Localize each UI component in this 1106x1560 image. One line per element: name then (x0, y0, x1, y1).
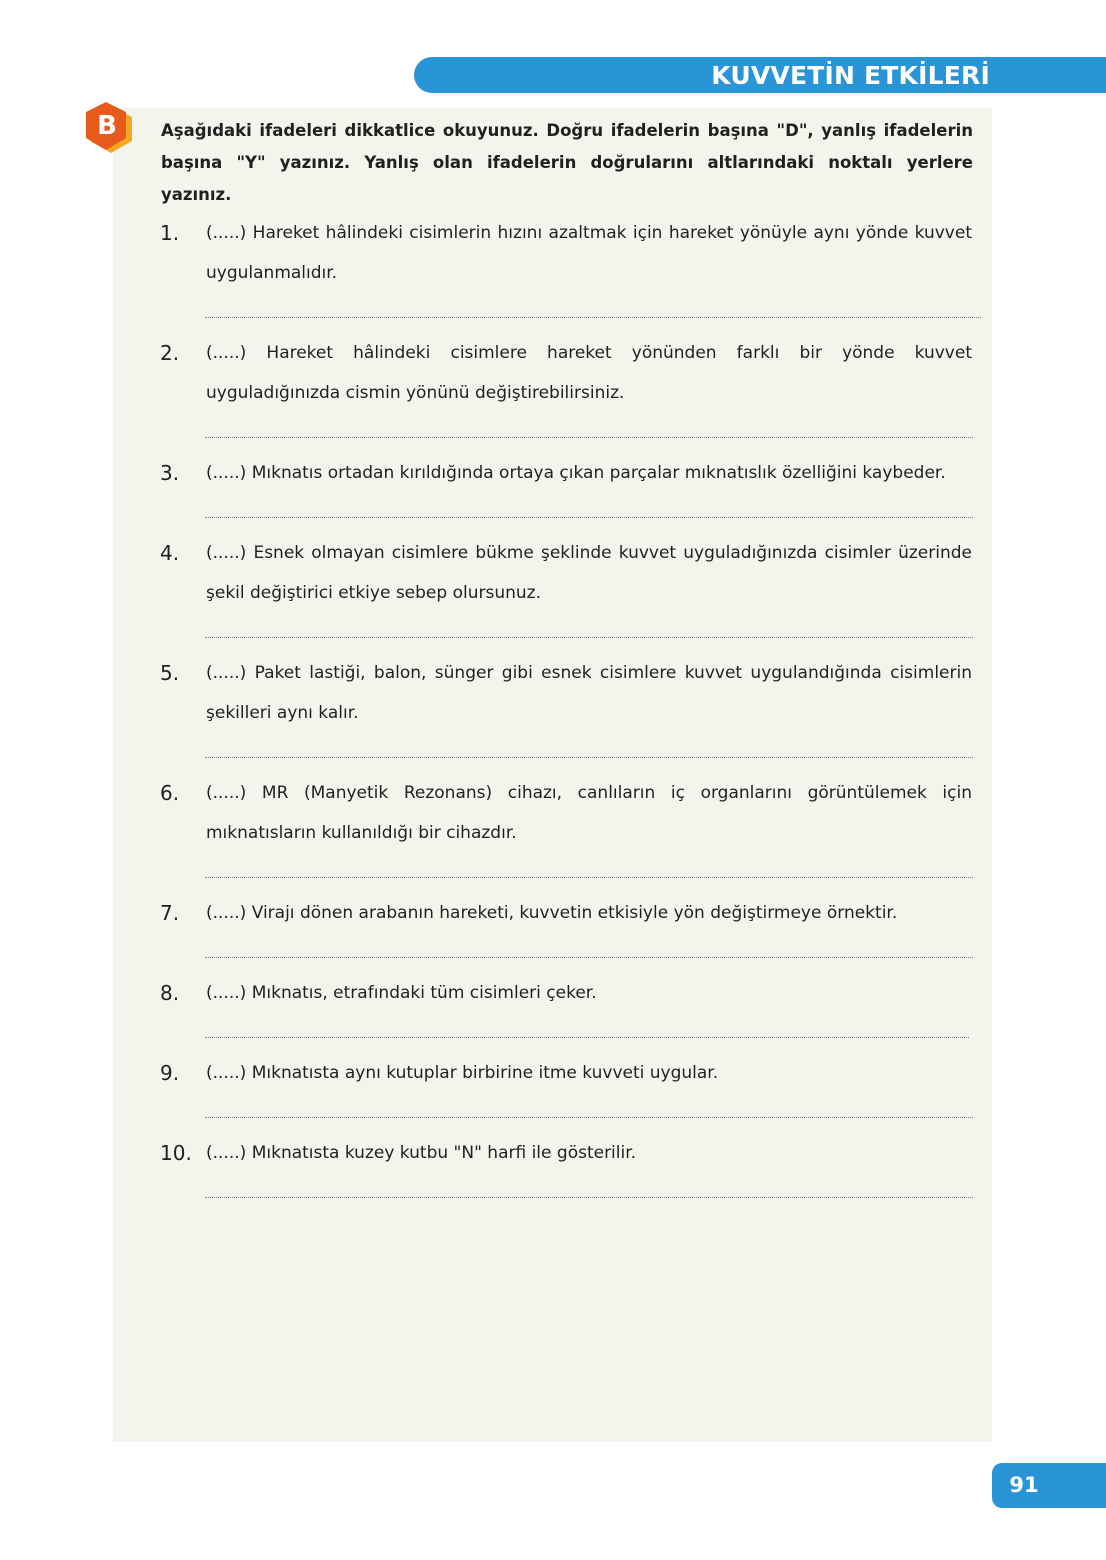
answer-blank[interactable]: (.....) (206, 223, 247, 243)
statement-text: Paket lastiği, balon, sünger gibi esnek cisimlere kuvvet uygulandığında cisimlerin şekilleri aynı kalır. (206, 663, 972, 723)
item-number: 4. (160, 541, 180, 565)
item-number: 2. (160, 341, 180, 365)
statement-text: Virajı dönen arabanın hareketi, kuvvetin etkisiyle yön değiştirmeye örnektir. (251, 903, 898, 923)
answer-line[interactable] (205, 317, 981, 318)
statement-text: Mıknatısta kuzey kutbu "N" harfi ile gösterilir. (251, 1143, 637, 1163)
item-number: 3. (160, 461, 180, 485)
section-badge (82, 100, 142, 160)
answer-line[interactable] (205, 1037, 969, 1038)
instructions-text: Aşağıdaki ifadeleri dikkatlice okuyunuz. Doğru ifadelerin başına "D", yanlış ifadelerin başına "Y" yazınız. Yanlış olan ifadelerin doğrularını altlarındaki noktalı yerlere yazınız. (161, 121, 973, 204)
answer-blank[interactable]: (.....) (206, 463, 247, 483)
page-number-tab (992, 1463, 1106, 1508)
section-letter: B (97, 111, 117, 141)
item-number: 10. (160, 1141, 192, 1165)
item-statement (206, 1053, 972, 1093)
item-number: 9. (160, 1061, 180, 1085)
item-statement (206, 893, 972, 933)
item-statement (206, 653, 972, 733)
answer-blank[interactable]: (.....) (206, 1063, 247, 1083)
answer-blank[interactable]: (.....) (206, 1143, 247, 1163)
item-statement (206, 453, 972, 493)
item-number: 7. (160, 901, 180, 925)
item-statement (206, 773, 972, 853)
answer-blank[interactable]: (.....) (206, 543, 247, 563)
item-number: 5. (160, 661, 180, 685)
item-statement (206, 973, 972, 1013)
statement-text: Hareket hâlindeki cisimlerin hızını azaltmak için hareket yönüyle aynı yönde kuvvet uygulanmalıdır. (206, 223, 972, 283)
statement-text: Mıknatıs, etrafındaki tüm cisimleri çeker. (251, 983, 597, 1003)
answer-line[interactable] (205, 1117, 973, 1118)
statement-text: Hareket hâlindeki cisimlere hareket yönünden farklı bir yönde kuvvet uyguladığınızda cismin yönünü değiştirebilirsiniz. (206, 343, 972, 403)
answer-line[interactable] (205, 637, 973, 638)
statement-text: Mıknatıs ortadan kırıldığında ortaya çıkan parçalar mıknatıslık özelliğini kaybeder. (251, 463, 946, 483)
item-statement (206, 533, 972, 613)
answer-blank[interactable]: (.....) (206, 983, 247, 1003)
item-number: 8. (160, 981, 180, 1005)
statement-text: Mıknatısta aynı kutuplar birbirine itme kuvveti uygular. (251, 1063, 719, 1083)
item-number: 1. (160, 221, 180, 245)
item-statement (206, 1133, 972, 1173)
statement-text: Esnek olmayan cisimlere bükme şeklinde kuvvet uyguladığınızda cisimler üzerinde şekil değiştirici etkiye sebep olursunuz. (206, 543, 973, 603)
answer-line[interactable] (205, 517, 973, 518)
statement-text: MR (Manyetik Rezonans) cihazı, canlıların iç organlarını görüntülemek için mıknatısların kullanıldığı bir cihazdır. (206, 783, 972, 843)
answer-line[interactable] (205, 1197, 973, 1198)
answer-blank[interactable]: (.....) (206, 343, 247, 363)
item-statement (206, 333, 972, 413)
answer-line[interactable] (205, 877, 973, 878)
page-number: 91 (1009, 1473, 1039, 1497)
answer-blank[interactable]: (.....) (206, 903, 247, 923)
answer-blank[interactable]: (.....) (206, 663, 247, 683)
answer-line[interactable] (205, 757, 973, 758)
page-title: KUVVETİN ETKİLERİ (711, 61, 990, 90)
answer-blank[interactable]: (.....) (206, 783, 247, 803)
answer-line[interactable] (205, 437, 973, 438)
item-statement (206, 213, 972, 293)
answer-line[interactable] (205, 957, 973, 958)
header-bar (414, 57, 1106, 93)
item-number: 6. (160, 781, 180, 805)
